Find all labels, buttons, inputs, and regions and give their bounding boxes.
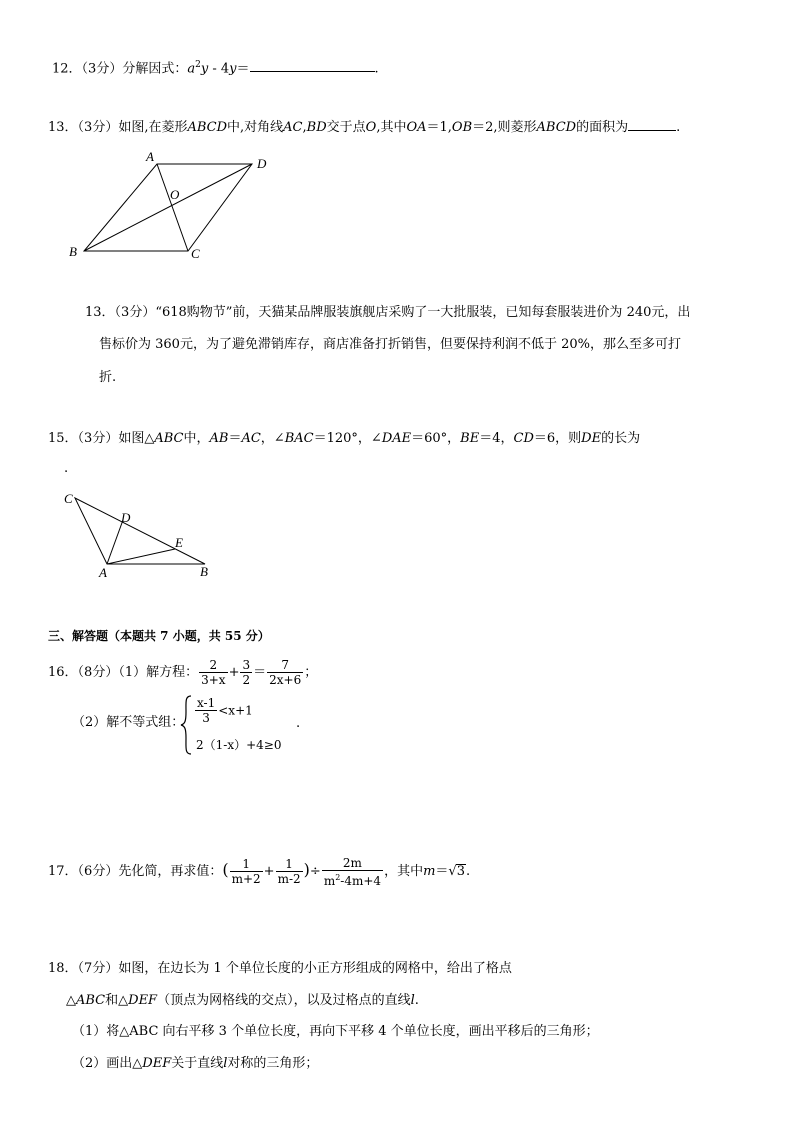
question-13-rhombus: 13．（3分）如图,在菱形ABCD中,对角线AC,BD交于点O,其中OA＝1,OB＝2,则菱形ABCD的面积为 . xyxy=(48,120,681,135)
question-16: 16．（8分）（1）解方程： $\frac{2}{3+x}$ + $\frac{3}{2}$ ＝ $\frac{7}{2x+6}$ ； xyxy=(48,658,318,687)
label-b: B xyxy=(200,564,208,579)
question-number: 15．（3分） xyxy=(48,431,119,446)
fraction: $\frac{7}{2x+6}$ xyxy=(269,658,302,687)
question-number: 12．（3分） xyxy=(52,61,123,77)
segment-ae xyxy=(107,549,175,564)
question-13-discount-line2: 售标价为 360元，为了避免滞销库存，商店准备打折销售，但要保持利润不低于 20%，那么至多可打 xyxy=(99,337,681,352)
fraction-denominator: $m^2-4m+4$ xyxy=(322,870,383,888)
question-18-line2: △ABC和△DEF（顶点为网格线的交点），以及过格点的直线l. xyxy=(66,993,419,1008)
label-e: E xyxy=(175,535,183,550)
fraction: $\frac{2}{3+x}$ xyxy=(201,658,226,687)
label-c: C xyxy=(64,491,73,506)
label-d: D xyxy=(257,156,267,171)
question-number: 16．（8分） xyxy=(48,665,119,680)
question-13-discount: 13．（3分）“618购物节”前，天猫某品牌服装旗舰店采购了一大批服装，已知每套服装进价为 240元，出 xyxy=(85,305,691,320)
label-a: A xyxy=(146,149,154,164)
question-number: 18．（7分） xyxy=(48,961,119,976)
section-title: 三、解答题（本题共 7 小题，共 55 分） xyxy=(48,629,270,643)
question-18-part2: （2）画出△DEF关于直线l对称的三角形； xyxy=(72,1056,319,1071)
label-d: D xyxy=(121,510,131,525)
fraction: $\frac{x-1}{3}$ xyxy=(197,696,216,725)
fraction: $\frac{2m}{m^2-4m+4}$ xyxy=(323,855,382,888)
fraction: $\frac{3}{2}$ xyxy=(242,658,251,687)
diagonal-bd xyxy=(84,164,252,251)
sqrt-icon: √ xyxy=(448,864,457,879)
question-18-part1: （1）将△ABC 向右平移 3 个单位长度，再向下平移 4 个单位长度，画出平移后的三角形； xyxy=(72,1024,599,1039)
triangle-abc xyxy=(75,498,205,564)
question-15: 15．（3分）如图△ABC中，AB＝AC，∠BAC＝120°，∠DAE＝60°，BE＝4，CD＝6，则DE的长为 xyxy=(48,431,641,446)
question-16-part2: （2）解不等式组： xyxy=(72,715,185,730)
label-c: C xyxy=(191,246,200,261)
inequality-1: $\frac{x-1}{3}$ <x+1 xyxy=(197,696,253,725)
question-12: 12．（3分）分解因式：$a^2y - 4y=$ . xyxy=(52,60,379,77)
answer-blank[interactable] xyxy=(250,59,375,72)
segment-ad xyxy=(107,520,123,564)
label-o: O xyxy=(170,187,180,202)
brace-icon xyxy=(180,694,194,756)
diagonal-ac xyxy=(157,164,188,251)
rhombus-figure xyxy=(60,145,280,265)
question-15-end: . xyxy=(64,461,69,476)
label-a: A xyxy=(99,565,107,580)
inequality-2: 2（1-x）+4≥0 xyxy=(196,738,282,752)
fraction: $\frac{1}{m-2}$ xyxy=(277,857,301,886)
period: . xyxy=(296,716,301,731)
answer-blank[interactable] xyxy=(628,118,676,131)
question-number: 13．（3分） xyxy=(85,305,156,320)
question-18: 18．（7分）如图，在边长为 1 个单位长度的小正方形组成的网格中，给出了格点 xyxy=(48,961,512,976)
question-number: 17．（6分） xyxy=(48,864,119,879)
label-b: B xyxy=(69,244,77,259)
question-17: 17．（6分）先化简，再求值：( $\frac{1}{m+2}$ + $\frac{1}{m-2}$ )÷ $\frac{2m}{m^2-4m+4}$ ，其中m＝√3. xyxy=(48,855,471,888)
question-13-discount-line3: 折. xyxy=(99,370,117,385)
question-number: 13．（3分） xyxy=(48,120,119,135)
fraction: $\frac{1}{m+2}$ xyxy=(231,857,261,886)
triangle-figure xyxy=(60,488,220,583)
